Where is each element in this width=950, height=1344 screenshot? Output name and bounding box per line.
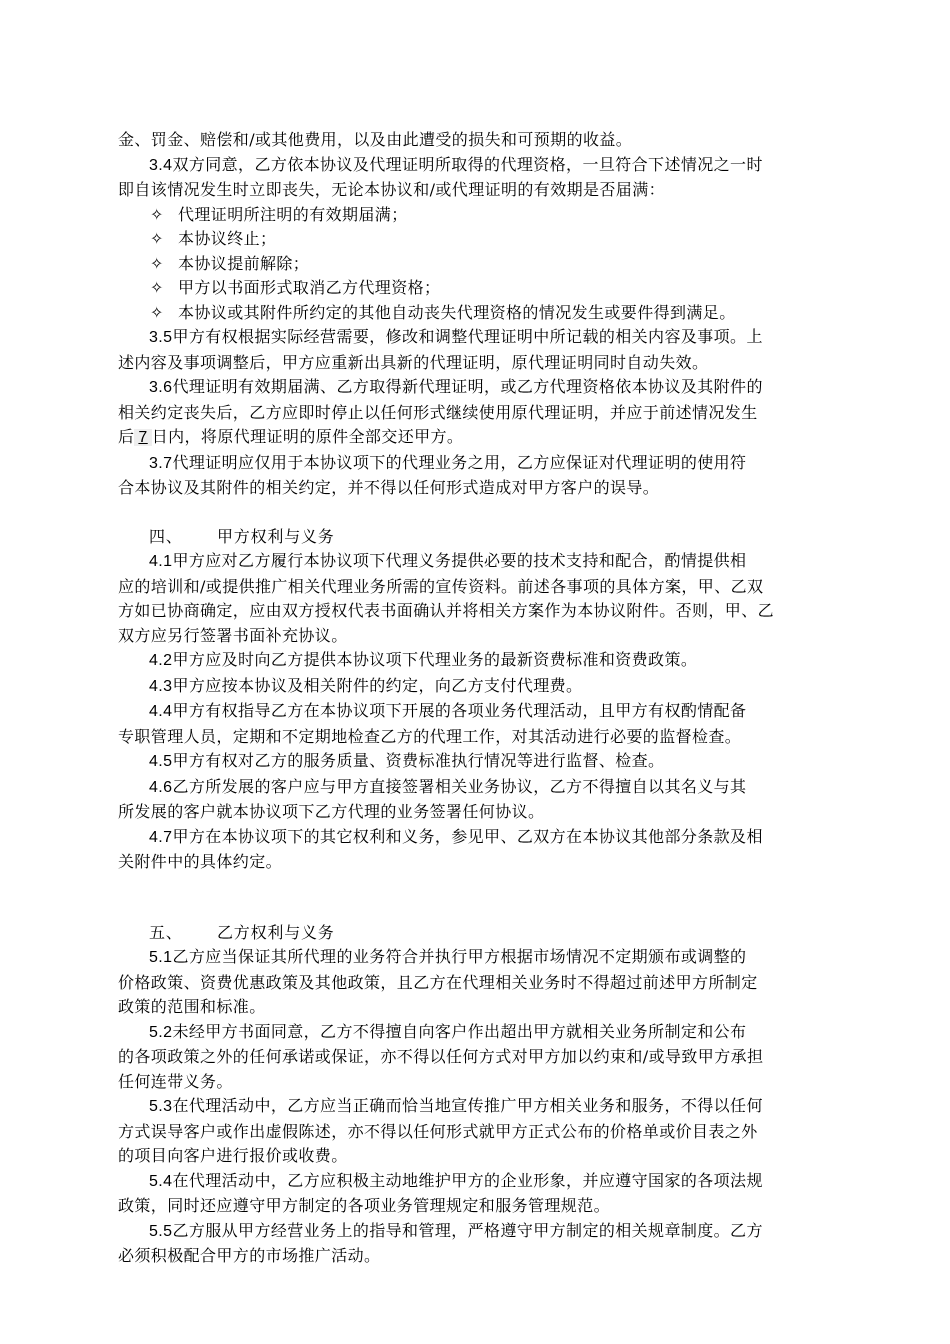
clause-text: 在代理活动中，乙方应积极主动地维护甲方的企业形象，并应遵守国家的各项法规 <box>172 1170 763 1190</box>
clause-5-4-line1 <box>118 1169 860 1195</box>
clause-number: 4.4 <box>149 703 173 720</box>
clause-5-4-line2: 政策，同时还应遵守甲方制定的各项业务管理规定和服务管理规范。 <box>118 1196 611 1215</box>
section-number: 五、 <box>149 922 183 942</box>
clause-number: 5.5 <box>149 1222 173 1240</box>
clause-5-1-line1 <box>118 945 860 971</box>
clause-3-6-line2: 相关约定丧失后，乙方应即时停止以任何形式继续使用原代理证明，并应于前述情况发生 <box>118 402 758 422</box>
section-title: 甲方权利与义务 <box>217 526 335 546</box>
clause-5-2-line3: 任何连带义务。 <box>118 1071 233 1091</box>
clause-5-5-line2: 必须积极配合甲方的市场推广活动。 <box>118 1246 381 1265</box>
clause-number: 5.4 <box>149 1172 173 1190</box>
clause-4-7-line1 <box>118 825 860 851</box>
section-spacer <box>118 501 860 525</box>
paragraph-line: 金、罚金、赔偿和/或其他费用，以及由此遭受的损失和可预期的收益。 <box>118 130 633 149</box>
diamond-bullet-icon: ✧ <box>150 253 164 273</box>
clause-3-5-line2: 述内容及事项调整后，甲方应重新出具新的代理证明，原代理证明同时自动失效。 <box>118 352 709 372</box>
bullet-item <box>118 252 860 277</box>
diamond-bullet-icon: ✧ <box>150 278 164 297</box>
clause-number: 5.2 <box>149 1023 173 1041</box>
clause-4-4-line2: 专职管理人员，定期和不定期地检查乙方的代理工作，对其活动进行必要的监督检查。 <box>118 726 742 746</box>
clause-4-4-line1 <box>118 699 860 725</box>
clause-number: 4.6 <box>149 778 173 796</box>
clause-4-1-line1 <box>118 549 860 575</box>
bullet-item <box>118 203 860 228</box>
section-title: 乙方权利与义务 <box>217 922 335 942</box>
section-5-heading <box>118 921 860 946</box>
clause-number: 3.6 <box>149 379 173 396</box>
bullet-text: 甲方以书面形式取消乙方代理资格； <box>178 278 441 297</box>
clause-text: 在代理活动中，乙方应当正确而恰当地宣传推广甲方相关业务和服务，不得以任何 <box>172 1096 763 1115</box>
clause-text: 乙方服从甲方经营业务上的指导和管理，严格遵守甲方制定的相关规章制度。乙方 <box>172 1220 763 1240</box>
section-number: 四、 <box>149 526 183 546</box>
clause-5-3-line2: 方式误导客户或作出虚假陈述，亦不得以任何形式就甲方正式公布的价格单或价目表之外 <box>118 1121 758 1141</box>
clause-number: 5.3 <box>149 1098 173 1115</box>
clause-3-4-line2: 即自该情况发生时立即丧失，无论本协议和/或代理证明的有效期是否届满： <box>118 180 665 199</box>
clause-text: 甲方应及时向乙方提供本协议项下代理业务的最新资费标准和资费政策。 <box>172 650 698 669</box>
clause-text: 后 <box>118 427 135 446</box>
clause-3-5-line1 <box>118 325 860 351</box>
bullet-text: 本协议终止； <box>178 229 277 248</box>
clause-5-3-line1 <box>118 1094 860 1120</box>
clause-number: 3.4 <box>149 156 173 174</box>
bullet-text: 本协议提前解除； <box>178 253 310 273</box>
clause-text: 代理证明应仅用于本协议项下的代理业务之用，乙方应保证对代理证明的使用符 <box>172 452 747 472</box>
clause-4-1-line2: 应的培训和/或提供推广相关代理业务所需的宣传资料。前述各事项的具体方案，甲、乙双 <box>118 576 764 596</box>
clause-text: 甲方在本协议项下的其它权利和义务，参见甲、乙双方在本协议其他部分条款及相 <box>172 826 763 846</box>
clause-5-2-line2: 的各项政策之外的任何承诺或保证，亦不得以任何方式对甲方加以约束和/或导致甲方承担 <box>118 1047 764 1066</box>
clause-5-1-line2: 价格政策、资费优惠政策及其他政策，且乙方在代理相关业务时不得超过前述甲方所制定 <box>118 972 758 992</box>
clause-4-5 <box>118 749 860 775</box>
clause-5-2-line1 <box>118 1020 860 1046</box>
bullet-item <box>118 301 860 326</box>
clause-3-7-line1 <box>118 451 860 477</box>
clause-text: 代理证明有效期届满、乙方取得新代理证明，或乙方代理资格依本协议及其附件的 <box>172 377 763 396</box>
bullet-text: 代理证明所注明的有效期届满； <box>178 204 408 224</box>
clause-3-6-line1 <box>118 375 860 401</box>
clause-5-5-line1 <box>118 1219 860 1245</box>
clause-number: 4.5 <box>149 753 173 770</box>
clause-number: 4.7 <box>149 828 173 846</box>
clause-text: 甲方有权指导乙方在本协议项下开展的各项业务代理活动，且甲方有权酌情配备 <box>172 701 747 720</box>
clause-4-1-line3: 方如已协商确定，应由双方授权代表书面确认并将相关方案作为本协议附件。否则，甲、乙 <box>118 601 775 620</box>
clause-text: 双方同意，乙方依本协议及代理证明所取得的代理资格，一旦符合下述情况之一时 <box>172 154 763 174</box>
clause-5-3-line3: 的项目向客户进行报价或收费。 <box>118 1146 348 1165</box>
bullet-item <box>118 227 860 252</box>
clause-4-1-line4: 双方应另行签署书面补充协议。 <box>118 625 348 645</box>
clause-text: 未经甲方书面同意，乙方不得擅自向客户作出超出甲方就相关业务所制定和公布 <box>172 1021 747 1041</box>
days-value: 7 <box>134 429 151 446</box>
diamond-bullet-icon: ✧ <box>150 229 164 248</box>
clause-4-2 <box>118 648 860 674</box>
clause-number: 3.5 <box>149 329 173 346</box>
clause-3-6-line3 <box>118 425 860 451</box>
clause-4-6-line1 <box>118 775 860 801</box>
clause-number: 3.7 <box>149 454 173 472</box>
section-spacer <box>118 875 860 921</box>
clause-text: 甲方应对乙方履行本协议项下代理义务提供必要的技术支持和配合，酌情提供相 <box>172 551 747 570</box>
clause-3-7-line2: 合本协议及其附件的相关约定，并不得以任何形式造成对甲方客户的误导。 <box>118 478 660 497</box>
document-body <box>118 128 860 1269</box>
clause-4-7-line2: 关附件中的具体约定。 <box>118 852 283 871</box>
clause-text: 日内，将原代理证明的原件全部交还甲方。 <box>151 427 464 446</box>
clause-text: 甲方有权根据实际经营需要，修改和调整代理证明中所记载的相关内容及事项。上 <box>172 327 763 346</box>
clause-3-4-line1 <box>118 153 860 179</box>
diamond-bullet-icon: ✧ <box>150 302 164 322</box>
bullet-item <box>118 276 860 301</box>
clause-number: 4.3 <box>149 677 173 695</box>
diamond-bullet-icon: ✧ <box>150 204 164 224</box>
clause-5-1-line3: 政策的范围和标准。 <box>118 997 266 1016</box>
clause-text: 甲方有权对乙方的服务质量、资费标准执行情况等进行监督、检查。 <box>172 751 665 770</box>
bullet-text: 本协议或其附件所约定的其他自动丧失代理资格的情况发生或要件得到满足。 <box>178 302 736 322</box>
clause-text: 乙方应当保证其所代理的业务符合并执行甲方根据市场情况不定期颁布或调整的 <box>172 947 747 966</box>
clause-text: 甲方应按本协议及相关附件的约定，向乙方支付代理费。 <box>172 675 583 695</box>
clause-number: 5.1 <box>149 949 173 966</box>
section-4-heading <box>118 525 860 550</box>
clause-4-6-line2: 所发展的客户就本协议项下乙方代理的业务签署任何协议。 <box>118 802 545 821</box>
clause-4-3 <box>118 674 860 700</box>
clause-text: 乙方所发展的客户应与甲方直接签署相关业务协议，乙方不得擅自以其名义与其 <box>172 776 747 796</box>
clause-number: 4.2 <box>149 652 173 669</box>
clause-number: 4.1 <box>149 553 173 570</box>
